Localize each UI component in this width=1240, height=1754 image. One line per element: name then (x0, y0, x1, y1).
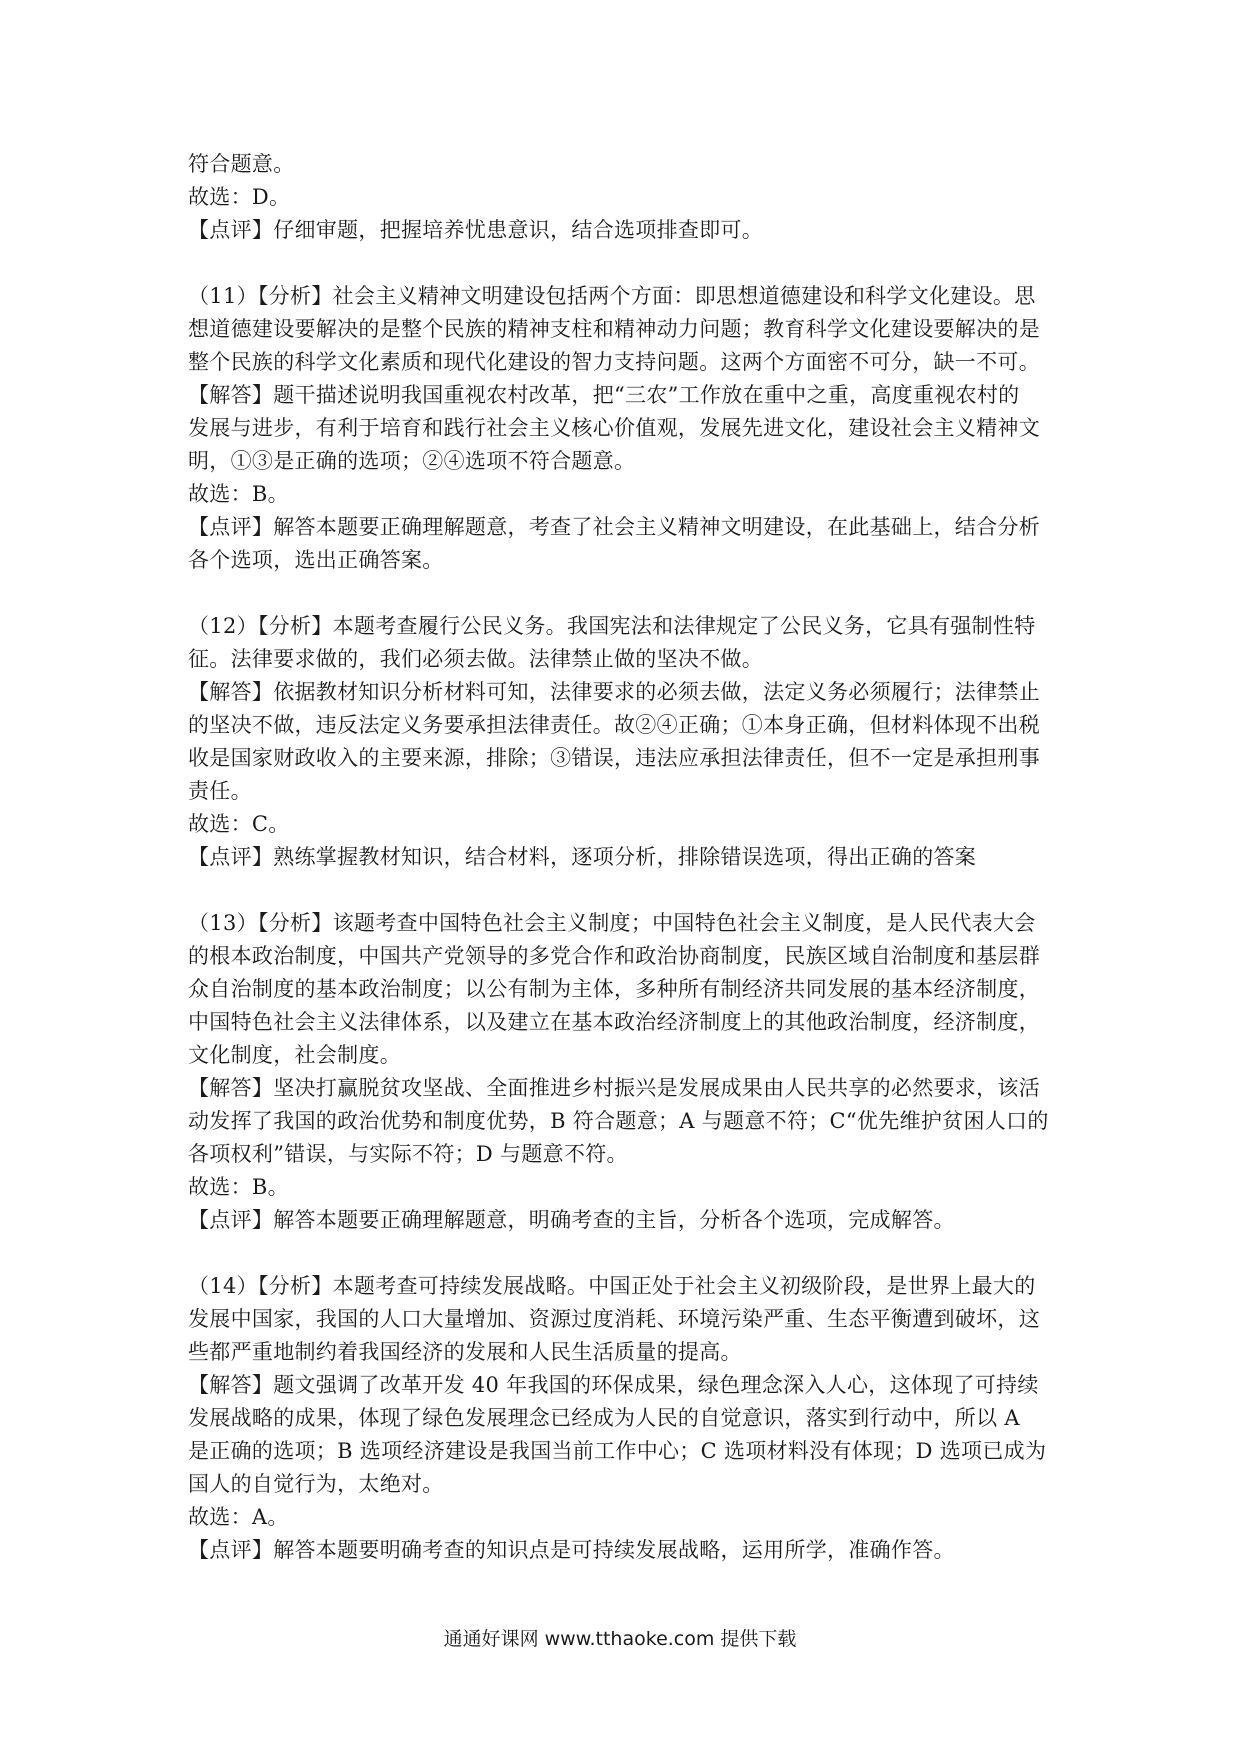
text-line: 想道德建设要解决的是整个民族的精神支柱和精神动力问题；教育科学文化建设要解决的是 (188, 317, 1040, 341)
text-line: （13）【分析】该题考查中国特色社会主义制度；中国特色社会主义制度，是人民代表大会 (188, 911, 1036, 935)
paragraph-q14 (188, 1270, 1068, 1567)
document-body (188, 148, 1068, 1567)
text-line: 各项权利”错误，与实际不符；D 与题意不符。 (188, 1142, 628, 1166)
text-line: 【解答】依据教材知识分析材料可知，法律要求的必须去做，法定义务必须履行；法律禁止 (188, 680, 1040, 704)
paragraph-prev-end (188, 148, 1068, 247)
text-line: 文化制度，社会制度。 (188, 1043, 401, 1067)
paragraph-q13 (188, 907, 1068, 1237)
text-line: 中国特色社会主义法律体系，以及建立在基本政治经济制度上的其他政治制度，经济制度， (188, 1010, 1040, 1034)
paragraph-gap (188, 874, 1068, 907)
text-line: 发展战略的成果，体现了绿色发展理念已经成为人民的自觉意识，落实到行动中，所以 A (188, 1406, 1020, 1430)
text-line: （11）【分析】社会主义精神文明建设包括两个方面：即思想道德建设和科学文化建设。思 (188, 284, 1036, 308)
text-line: 征。法律要求做的，我们必须去做。法律禁止做的坚决不做。 (188, 647, 764, 671)
text-line: 收是国家财政收入的主要来源，排除；③错误，违法应承担法律责任，但不一定是承担刑事 (188, 746, 1040, 770)
paragraph-gap (188, 247, 1068, 280)
text-line: 【点评】熟练掌握教材知识，结合材料，逐项分析，排除错误选项，得出正确的答案 (188, 845, 977, 869)
text-line: 发展与进步，有利于培育和践行社会主义核心价值观，发展先进文化，建设社会主义精神文 (188, 416, 1040, 440)
text-line: 的坚决不做，违反法定义务要承担法律责任。故②④正确；①本身正确，但材料体现不出税 (188, 713, 1040, 737)
text-line: （14）【分析】本题考查可持续发展战略。中国正处于社会主义初级阶段，是世界上最大的 (188, 1274, 1036, 1298)
paragraph-q12 (188, 610, 1068, 874)
text-line: 故选：B。 (188, 482, 289, 506)
text-line: 【点评】仔细审题，把握培养忧患意识，结合选项排查即可。 (188, 218, 764, 242)
text-line: 故选：C。 (188, 812, 290, 836)
text-line: 些都严重地制约着我国经济的发展和人民生活质量的提高。 (188, 1340, 742, 1364)
paragraph-q11 (188, 280, 1068, 577)
text-line: 的根本政治制度，中国共产党领导的多党合作和政治协商制度，民族区域自治制度和基层群 (188, 944, 1040, 968)
text-line: 【解答】题干描述说明我国重视农村改革，把“三农”工作放在重中之重，高度重视农村的 (188, 383, 1020, 407)
paragraph-gap (188, 1237, 1068, 1270)
text-line: 是正确的选项；B 选项经济建设是我国当前工作中心；C 选项材料没有体现；D 选项已成为 (188, 1439, 1047, 1463)
text-line: 国人的自觉行为，太绝对。 (188, 1472, 444, 1496)
text-line: （12）【分析】本题考查履行公民义务。我国宪法和法律规定了公民义务，它具有强制性特 (188, 614, 1036, 638)
text-line: 整个民族的科学文化素质和现代化建设的智力支持问题。这两个方面密不可分，缺一不可。 (188, 350, 1040, 374)
text-line: 【点评】解答本题要正确理解题意，明确考查的主旨，分析各个选项，完成解答。 (188, 1208, 955, 1232)
text-line: 故选：B。 (188, 1175, 289, 1199)
paragraph-gap (188, 577, 1068, 610)
page-footer: 通通好课网 www.tthaoke.com 提供下载 (443, 1628, 797, 1650)
text-line: 故选：A。 (188, 1505, 289, 1529)
text-line: 明，①③是正确的选项；②④选项不符合题意。 (188, 449, 636, 473)
text-line: 各个选项，选出正确答案。 (188, 548, 444, 572)
text-line: 故选：D。 (188, 185, 291, 209)
text-line: 【点评】解答本题要明确考查的知识点是可持续发展战略，运用所学，准确作答。 (188, 1538, 955, 1562)
text-line: 【点评】解答本题要正确理解题意，考查了社会主义精神文明建设，在此基础上，结合分析 (188, 515, 1040, 539)
text-line: 动发挥了我国的政治优势和制度优势，B 符合题意；A 与题意不符；C“优先维护贫困人口的 (188, 1109, 1049, 1133)
text-line: 【解答】题文强调了改革开发 40 年我国的环保成果，绿色理念深入人心，这体现了可持续 (188, 1373, 1039, 1397)
text-line: 【解答】坚决打赢脱贫攻坚战、全面推进乡村振兴是发展成果由人民共享的必然要求，该活 (188, 1076, 1040, 1100)
text-line: 责任。 (188, 779, 252, 803)
text-line: 众自治制度的基本政治制度；以公有制为主体，多种所有制经济共同发展的基本经济制度， (188, 977, 1040, 1001)
text-line: 发展中国家，我国的人口大量增加、资源过度消耗、环境污染严重、生态平衡遭到破坏，这 (188, 1307, 1040, 1331)
text-line: 符合题意。 (188, 152, 295, 176)
